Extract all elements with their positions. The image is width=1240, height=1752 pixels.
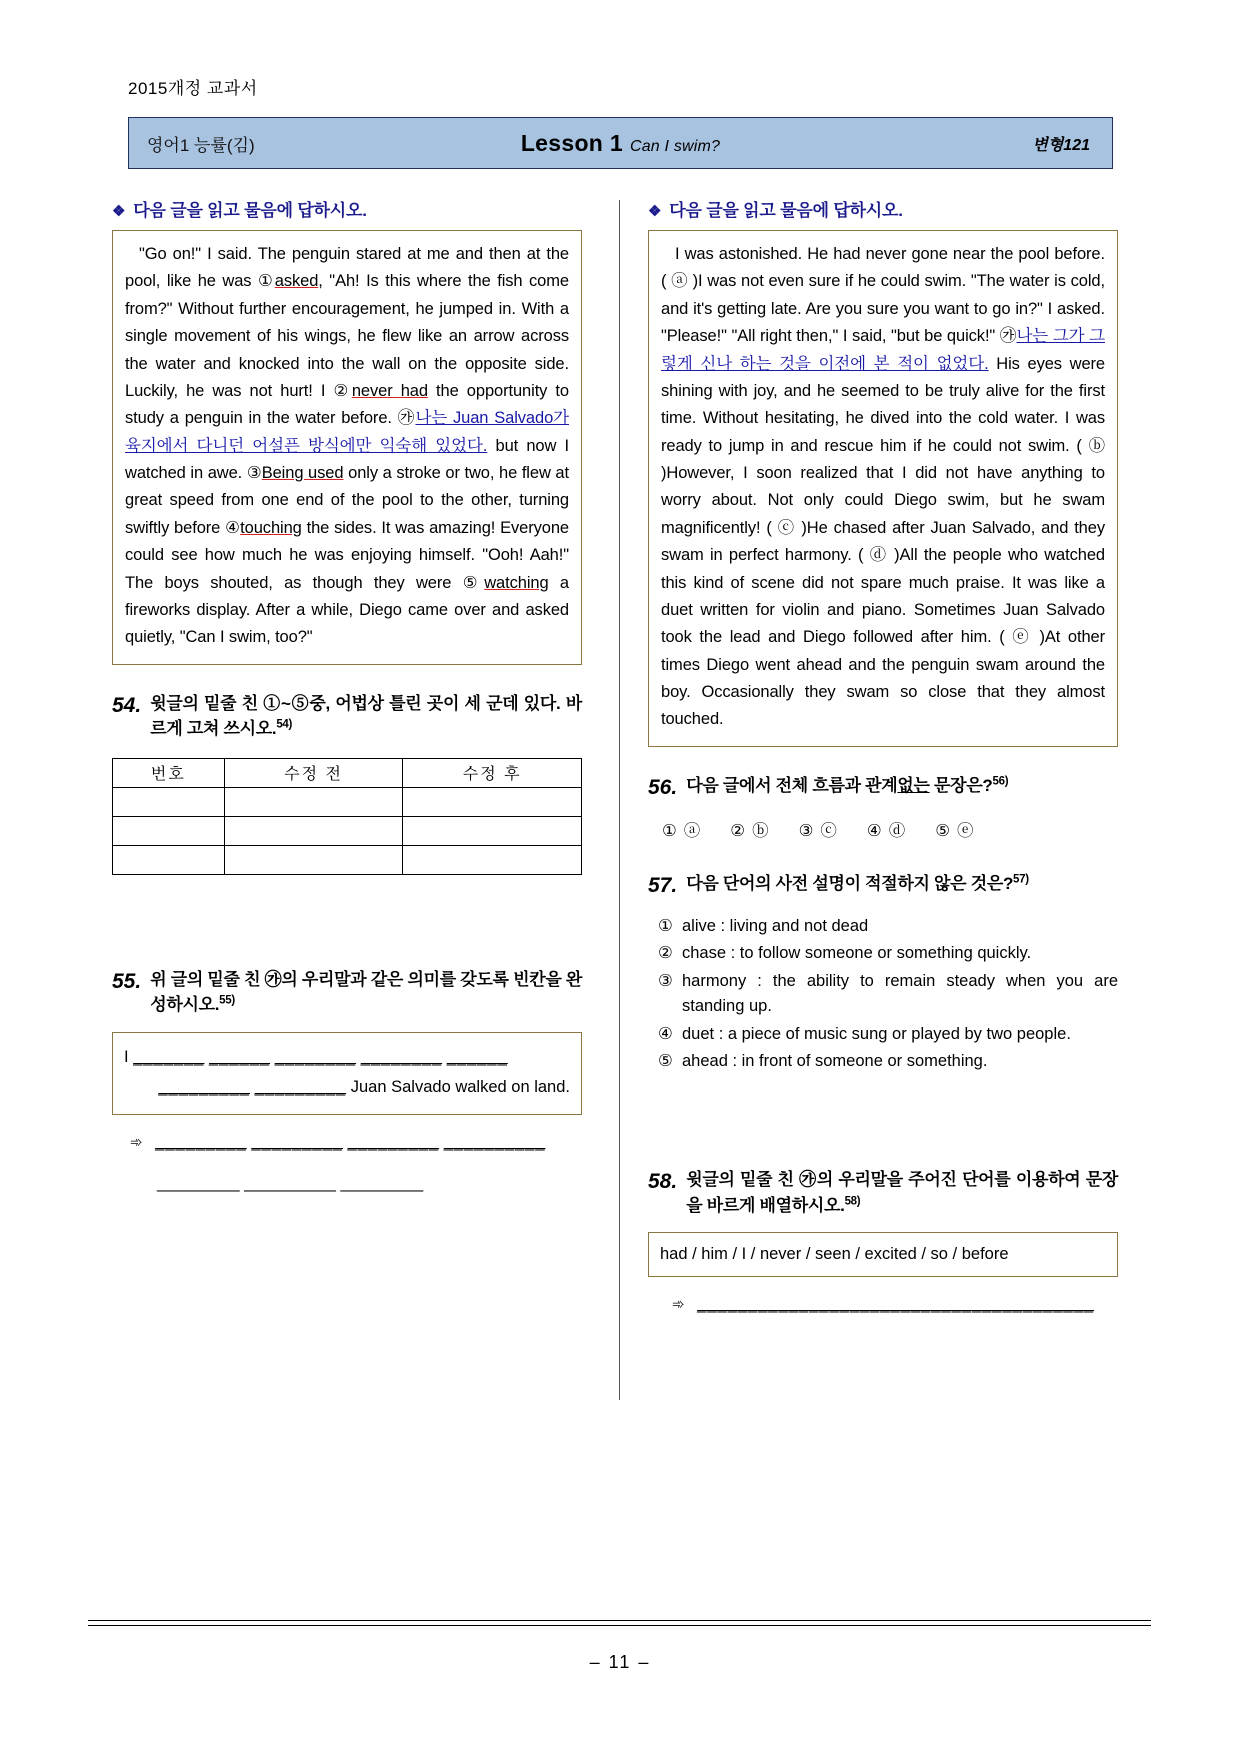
q57-choice-5[interactable] xyxy=(658,1049,1118,1075)
lp-part2: , "Ah! Is this where the fish come from?" Without further encouragement, he jumped in. With a single movement of his wings, he flew like an arrow across the water and knocked into the wall on the opposite side. Luckily, he was not hurt! I xyxy=(125,272,569,400)
q57-choice-1-num: ① xyxy=(658,916,673,935)
table-cell-after[interactable] xyxy=(403,845,582,874)
lp-underline-3: Being used xyxy=(261,464,344,482)
table-cell-number[interactable] xyxy=(113,816,225,845)
q57-choice-3-text: harmony : the ability to remain steady when you are standing up. xyxy=(682,971,1118,1016)
q56-choice-3-num: ③ xyxy=(798,822,814,841)
header-lesson-subtitle: Can I swim? xyxy=(629,137,721,155)
q54-number: 54. xyxy=(112,693,142,717)
lp-mark-4: ④ xyxy=(225,518,241,537)
table-cell-before[interactable] xyxy=(224,787,403,816)
diamond-bullet-icon: ❖ xyxy=(112,203,126,220)
column-divider xyxy=(619,200,620,1400)
q55-blank-4[interactable]: ________ xyxy=(360,1047,443,1066)
q57-choice-5-text: ahead : in front of someone or something. xyxy=(682,1052,988,1071)
q57-number: 57. xyxy=(648,874,678,898)
table-cell-before[interactable] xyxy=(224,816,403,845)
q54-footnote: 54) xyxy=(276,718,293,731)
q56-choice-5[interactable] xyxy=(935,817,973,841)
header-lesson-number: Lesson 1 xyxy=(520,129,623,156)
q55-fill-tail-text: Juan Salvado walked on land. xyxy=(350,1078,570,1097)
table-header-number: 번호 xyxy=(113,758,225,787)
q58-answer-line[interactable] xyxy=(648,1295,1118,1314)
q57-text-main: 다음 단어의 사전 설명이 적절하지 않은 것은? xyxy=(686,874,1014,894)
q55-fill-line-2 xyxy=(124,1072,570,1103)
question-55 xyxy=(112,967,582,1193)
table-cell-number[interactable] xyxy=(113,845,225,874)
rp-mark-ka: ㉮ xyxy=(999,327,1017,346)
q55-answer-blank-6[interactable]: __________ xyxy=(244,1173,336,1192)
q57-choice-3-num: ③ xyxy=(658,971,673,990)
diamond-bullet-icon: ❖ xyxy=(648,203,662,220)
q56-choice-3-label: ⓒ xyxy=(820,822,837,841)
lp-mark-5: ⑤ xyxy=(462,573,485,592)
right-column xyxy=(648,196,1118,1314)
q56-choice-2[interactable] xyxy=(730,817,768,841)
question-57 xyxy=(648,871,1118,1075)
q58-text xyxy=(686,1167,1118,1218)
q55-blank-6[interactable]: _________ xyxy=(158,1078,250,1097)
q54-answer-table[interactable] xyxy=(112,758,582,875)
lp-part5: only a stroke or two, he flew at great speed from one end of the pool to the other, turning swiftly before xyxy=(125,464,569,537)
table-row[interactable] xyxy=(113,787,582,816)
lp-mark-1: ① xyxy=(258,272,275,291)
lp-part1: "Go on!" I said. The penguin stared at me and then at the pool, like he was xyxy=(125,245,569,291)
lp-part7: a fireworks display. After a while, Diego came over and asked quietly, "Can I swim, too?" xyxy=(125,573,569,647)
lp-underline-4: touching xyxy=(240,518,302,537)
q56-text-b: 문장은? xyxy=(929,775,993,795)
rp-part2: His eyes were shining with joy, and he seemed to be truly alive for the first time. Without hesitating, he dived into the cold water. I was ready to jump in and rescue him if he could not swim. ( ⓑ )However, I soon realized that I did not have anything to worry about. Not only could Diego swim, but he swam magnificently! ( ⓒ )He chased after Juan Salvado, and they swam in perfect harmony. ( ⓓ )All the people who watched this kind of scene did not spare much praise. It was like a duet written for violin and piano. Sometimes Juan Salvado took the lead and Diego followed after him. ( ⓔ )At other times Diego went ahead and the penguin swam around the boy. Occasionally they swam so close that they almost touched. xyxy=(661,354,1105,729)
question-56 xyxy=(648,773,1118,841)
lesson-header-bar xyxy=(128,117,1113,169)
q54-text xyxy=(150,691,582,742)
left-directive-text: 다음 글을 읽고 물음에 답하시오. xyxy=(133,201,367,220)
table-cell-number[interactable] xyxy=(113,787,225,816)
q58-answer-blank[interactable]: _______________________________________ xyxy=(697,1295,1095,1314)
q55-answer-line-2[interactable] xyxy=(112,1174,582,1193)
q55-blank-5[interactable]: ______ xyxy=(446,1047,508,1066)
left-directive xyxy=(112,196,582,221)
q56-choice-1-num: ① xyxy=(662,822,677,841)
q55-blank-1[interactable]: _______ xyxy=(133,1047,205,1066)
q56-choice-2-num: ② xyxy=(730,822,746,841)
lp-mark-2: ② xyxy=(333,381,352,400)
q55-answer-blank-1[interactable]: _________ xyxy=(155,1132,247,1151)
q55-fill-line-1 xyxy=(124,1042,570,1073)
q58-word-bank: had / him / I / never / seen / excited / so / before xyxy=(648,1232,1118,1277)
q56-footnote: 56) xyxy=(992,775,1009,788)
lp-underline-5: watching xyxy=(484,573,549,592)
header-book-title: 영어1 능률(김) xyxy=(147,135,255,155)
q55-answer-blank-2[interactable]: _________ xyxy=(251,1132,343,1151)
left-passage-box xyxy=(112,230,582,665)
q55-number: 55. xyxy=(112,969,142,993)
q56-choice-4[interactable] xyxy=(867,817,905,841)
footer-rule-top xyxy=(88,1620,1151,1621)
q57-choice-4[interactable] xyxy=(658,1022,1118,1048)
q55-answer-blank-4[interactable]: __________ xyxy=(443,1132,546,1151)
q55-answer-blank-5[interactable]: _________ xyxy=(157,1173,240,1192)
q54-text-main: 윗글의 밑줄 친 ①~⑤중, 어법상 틀린 곳이 세 군데 있다. 바르게 고쳐 쓰시오. xyxy=(150,693,582,739)
q57-choice-4-num: ④ xyxy=(658,1024,673,1043)
q56-choice-5-num: ⑤ xyxy=(935,822,950,841)
table-row[interactable] xyxy=(113,845,582,874)
q57-choice-3[interactable] xyxy=(658,969,1118,1020)
q57-choice-list xyxy=(648,914,1118,1075)
q55-answer-blank-7[interactable]: _________ xyxy=(340,1173,424,1192)
q58-footnote: 58) xyxy=(844,1194,861,1207)
rp-part1: I was astonished. He had never gone near the pool before. ( ⓐ )I was not even sure if he could swim. "The water is cold, and it's getting late. Are you sure you want to go in?" I asked. "Please!" "All right then," I said, "but be quick!" xyxy=(661,245,1105,346)
q55-footnote: 55) xyxy=(219,994,235,1007)
lp-underline-2: never had xyxy=(351,381,428,400)
q56-text xyxy=(686,773,1008,799)
lp-underline-1: asked xyxy=(274,272,319,291)
q55-blank-2[interactable]: ______ xyxy=(209,1047,271,1066)
table-cell-before[interactable] xyxy=(224,845,403,874)
q56-choice-2-label: ⓑ xyxy=(752,822,769,841)
question-54 xyxy=(112,691,582,875)
textbook-revision-label: 2015개정 교과서 xyxy=(128,79,258,98)
q56-choice-4-label: ⓓ xyxy=(888,822,906,841)
q58-number: 58. xyxy=(648,1170,678,1193)
q56-choice-5-label: ⓔ xyxy=(956,822,974,841)
q57-text xyxy=(686,871,1029,897)
q55-fill-prefix: I xyxy=(124,1047,129,1066)
question-58 xyxy=(648,1167,1118,1314)
right-directive-text: 다음 글을 읽고 물음에 답하시오. xyxy=(669,201,903,220)
q56-choice-1[interactable] xyxy=(662,817,700,841)
q56-choice-3[interactable] xyxy=(799,817,837,841)
page-number: – 11 – xyxy=(589,1652,651,1672)
table-row[interactable] xyxy=(113,816,582,845)
q56-number: 56. xyxy=(648,775,678,799)
q57-choice-2-num: ② xyxy=(658,944,673,963)
q56-text-a: 다음 글에서 전체 흐름과 관계 xyxy=(686,775,898,795)
lp-korean-underline: 나는 Juan Salvado가 육지에서 다니던 어설픈 방식에만 익숙해 있었다. xyxy=(125,409,569,455)
table-cell-after[interactable] xyxy=(403,787,582,816)
q57-footnote: 57) xyxy=(1013,873,1029,886)
table-header-before: 수정 전 xyxy=(224,758,403,787)
arrow-icon: ➾ xyxy=(672,1296,685,1314)
left-column xyxy=(112,196,582,1193)
q56-choice-row xyxy=(648,817,1118,841)
q56-text-underlined: 없는 xyxy=(897,775,930,795)
q55-answer-line-1[interactable] xyxy=(112,1133,582,1152)
q57-choice-5-num: ⑤ xyxy=(658,1052,673,1071)
lp-part4: but now I watched in awe. xyxy=(125,436,570,482)
q55-text xyxy=(150,967,582,1018)
header-variant-code: 변형121 xyxy=(1032,136,1090,154)
q57-choice-1[interactable] xyxy=(658,914,1118,940)
lp-mark-3: ③ xyxy=(246,464,262,482)
arrow-icon: ➾ xyxy=(130,1133,143,1151)
q55-text-main: 위 글의 밑줄 친 ㉮의 우리말과 같은 의미를 갖도록 빈칸을 완성하시오. xyxy=(150,969,582,1015)
q55-blank-3[interactable]: ________ xyxy=(274,1047,357,1066)
table-cell-after[interactable] xyxy=(403,816,582,845)
right-directive xyxy=(648,196,1118,221)
q57-choice-4-text: duet : a piece of music sung or played by two people. xyxy=(682,1024,1071,1043)
lp-part6: the sides. It was amazing! Everyone could see how much he was enjoying himself. "Ooh! Aah!" The boys shouted, as though they were xyxy=(125,518,569,592)
lp-mark-ka: ㉮ xyxy=(397,409,416,428)
q56-choice-1-label: ⓐ xyxy=(683,822,701,841)
table-header-row xyxy=(113,758,582,787)
q55-blank-7[interactable]: _________ xyxy=(254,1078,347,1097)
footer-rule-bottom xyxy=(88,1625,1151,1626)
rp-korean-underline: 나는 그가 그렇게 신나 하는 것을 이전에 본 적이 없었다. xyxy=(661,327,1106,373)
right-passage-box xyxy=(648,230,1118,747)
q55-answer-blank-3[interactable]: _________ xyxy=(347,1132,440,1151)
header-center-group xyxy=(129,130,1112,157)
q57-choice-2-text: chase : to follow someone or something quickly. xyxy=(682,944,1032,963)
q57-choice-1-text: alive : living and not dead xyxy=(682,916,869,935)
q58-text-main: 윗글의 밑줄 친 ㉮의 우리말을 주어진 단어를 이용하여 문장을 바르게 배열하시오. xyxy=(686,1170,1118,1215)
lp-part3: the opportunity to study a penguin in the water before. xyxy=(125,381,569,428)
table-header-after: 수정 후 xyxy=(403,758,582,787)
q55-fill-box[interactable] xyxy=(112,1032,582,1115)
q56-choice-4-num: ④ xyxy=(866,822,882,841)
q57-choice-2[interactable] xyxy=(658,941,1118,967)
